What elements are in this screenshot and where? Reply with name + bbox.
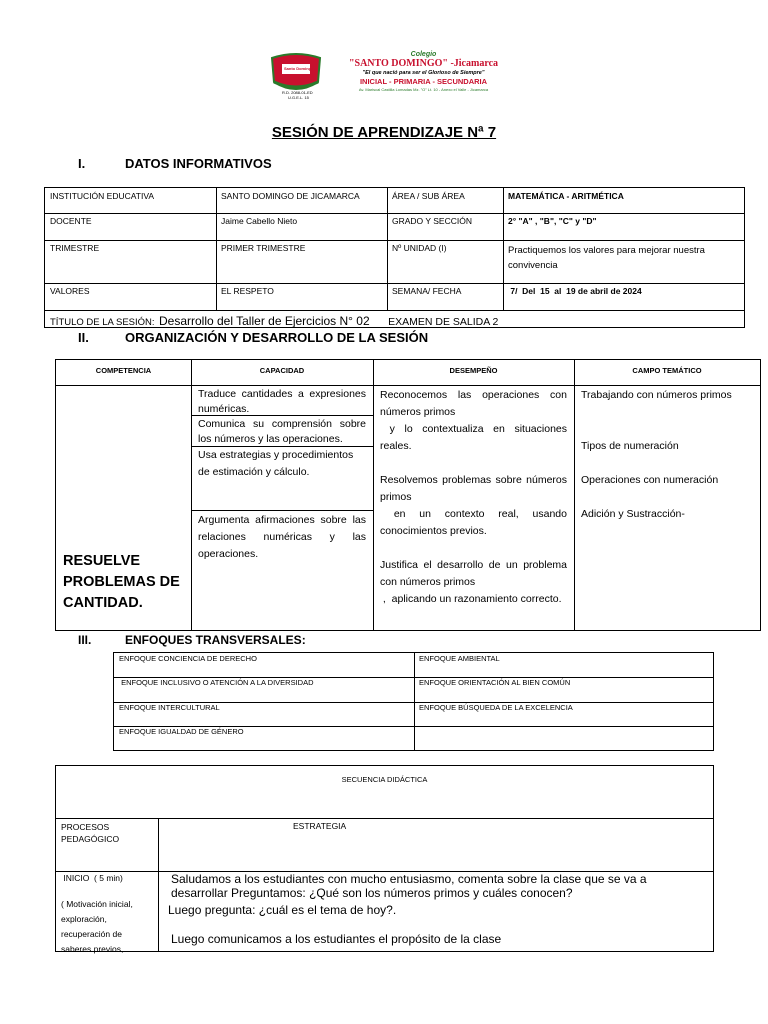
- enfoque-empty: [414, 726, 713, 728]
- estrategia-line-3: Luego comunicamos a los estudiantes el propósito de la clase: [171, 932, 502, 946]
- colegio-label: Colegio: [410, 51, 437, 58]
- desempeno-1a: Reconocemos las operaciones con números primos: [380, 389, 567, 418]
- section3-title: ENFOQUES TRANSVERSALES:: [125, 633, 306, 647]
- enfoque-bien-comun: ENFOQUE ORIENTACIÓN AL BIEN COMÚN: [419, 678, 571, 687]
- school-address: Av. Mariscal Castilla Lomadas Mz. "O" Lt. 10 - Anexo el Valle - Jicamarca: [358, 87, 489, 92]
- secuencia-title: SECUENCIA DIDÁCTICA: [341, 775, 428, 784]
- header-competencia: COMPETENCIA: [95, 366, 152, 375]
- label-docente: DOCENTE: [50, 216, 92, 226]
- label-trimestre: TRIMESTRE: [50, 243, 100, 253]
- enfoques-table: [113, 652, 714, 751]
- value-grado: 2° "A" , "B", "C" y "D": [508, 216, 597, 226]
- section1-title: DATOS INFORMATIVOS: [125, 156, 272, 171]
- titulo-sesion-extra: EXAMEN DE SALIDA 2: [388, 316, 499, 328]
- estrategia-header: ESTRATEGIA: [293, 821, 347, 831]
- inicio-desc: ( Motivación inicial, exploración, recuperación de saberes previos,: [61, 899, 133, 954]
- school-name: "SANTO DOMINGO" -Jicamarca: [348, 58, 499, 69]
- estrategia-line-1: Saludamos a los estudiantes con mucho entusiasmo, comenta sobre la clase que se va a desarrollar Preguntamos: ¿Qué son los números primos y cuáles conocen?: [171, 872, 647, 900]
- header-desempeno: DESEMPEÑO: [449, 366, 498, 375]
- rd-line: R.D. 2088-01-ED: [282, 90, 313, 95]
- titulo-sesion-value: Desarrollo del Taller de Ejercicios N° 02: [158, 314, 370, 328]
- crest-text: Santo Domingo: [284, 66, 314, 71]
- section3-number: III.: [78, 633, 92, 647]
- school-header: [270, 46, 520, 100]
- desempeno-1b: y lo contextualiza en situaciones reales.: [380, 423, 570, 452]
- organizacion-table: [55, 359, 761, 631]
- desempeno-3a: Justifica el desarrollo de un problema con números primos: [380, 559, 567, 588]
- procesos-header: PROCESOS PEDAGÓGICO: [61, 822, 120, 844]
- capacidad-2: Comunica su comprensión sobre los números y las operaciones.: [198, 418, 366, 445]
- label-institucion: INSTITUCIÓN EDUCATIVA: [50, 191, 155, 201]
- inicio-label: INICIO ( 5 min): [61, 873, 123, 883]
- value-valores: EL RESPETO: [221, 286, 274, 296]
- label-valores: VALORES: [50, 286, 90, 296]
- campo-1: Trabajando con números primos: [581, 389, 732, 401]
- campo-2: Tipos de numeración: [581, 440, 679, 452]
- value-area: MATEMÁTICA - ARITMÉTICA: [508, 191, 624, 201]
- datos-table: [44, 187, 745, 328]
- section2-number: II.: [78, 330, 89, 345]
- ugel-line: U.G.E.L. 15: [288, 95, 309, 100]
- enfoque-ambiental: ENFOQUE AMBIENTAL: [419, 654, 500, 663]
- header-campo-tematico: CAMPO TEMÁTICO: [632, 366, 702, 375]
- desempeno-3b: , aplicando un razonamiento correcto.: [380, 593, 562, 605]
- capacidad-4: Argumenta afirmaciones sobre las relaciones numéricas y las operaciones.: [198, 514, 366, 560]
- competencia-value: RESUELVE PROBLEMAS DE CANTIDAD.: [63, 553, 180, 611]
- header-capacidad: CAPACIDAD: [259, 366, 305, 375]
- section2-title: ORGANIZACIÓN Y DESARROLLO DE LA SESIÓN: [125, 330, 429, 345]
- estrategia-line-2: Luego pregunta: ¿cuál es el tema de hoy?.: [168, 903, 397, 917]
- value-unidad: Practiquemos los valores para mejorar nuestra convivencia: [508, 245, 705, 271]
- value-docente: Jaime Cabello Nieto: [221, 216, 298, 226]
- campo-3: Operaciones con numeración: [581, 474, 719, 486]
- section1-number: I.: [78, 156, 86, 171]
- campo-4: Adición y Sustracción-: [581, 508, 685, 520]
- secuencia-table: [55, 765, 714, 952]
- school-crest-logo: [270, 52, 322, 92]
- enfoque-genero: ENFOQUE IGUALDAD DE GÉNERO: [119, 727, 244, 736]
- label-semana: SEMANA/ FECHA: [392, 286, 462, 296]
- label-unidad: Nº UNIDAD (I): [392, 243, 447, 253]
- value-institucion: SANTO DOMINGO DE JICAMARCA: [221, 191, 360, 201]
- enfoque-inclusivo: ENFOQUE INCLUSIVO O ATENCIÓN A LA DIVERSIDAD: [119, 678, 314, 687]
- school-levels: INICIAL - PRIMARIA - SECUNDARIA: [359, 77, 488, 86]
- value-semana: 7/ Del 15 al 19 de abril de 2024: [508, 286, 642, 296]
- enfoque-intercultural: ENFOQUE INTERCULTURAL: [119, 703, 220, 712]
- enfoque-excelencia: ENFOQUE BÚSQUEDA DE LA EXCELENCIA: [419, 703, 573, 712]
- school-motto: "El que nació para ser el Glorioso de Siempre": [362, 70, 485, 76]
- session-title: SESIÓN DE APRENDIZAJE Nª 7: [271, 124, 497, 141]
- capacidad-3: Usa estrategias y procedimientos de estimación y cálculo.: [198, 449, 354, 478]
- enfoque-derecho: ENFOQUE CONCIENCIA DE DERECHO: [119, 654, 257, 663]
- value-trimestre: PRIMER TRIMESTRE: [221, 243, 306, 253]
- desempeno-2b: en un contexto real, usando conocimientos previos.: [380, 508, 570, 537]
- label-area: ÁREA / SUB ÁREA: [392, 191, 465, 201]
- titulo-sesion-label: TÍTULO DE LA SESIÓN:: [50, 317, 155, 328]
- desempeno-2a: Resolvemos problemas sobre números primos: [380, 474, 567, 503]
- capacidad-1: Traduce cantidades a expresiones numéricas.: [198, 388, 366, 415]
- label-grado: GRADO Y SECCIÓN: [392, 216, 472, 226]
